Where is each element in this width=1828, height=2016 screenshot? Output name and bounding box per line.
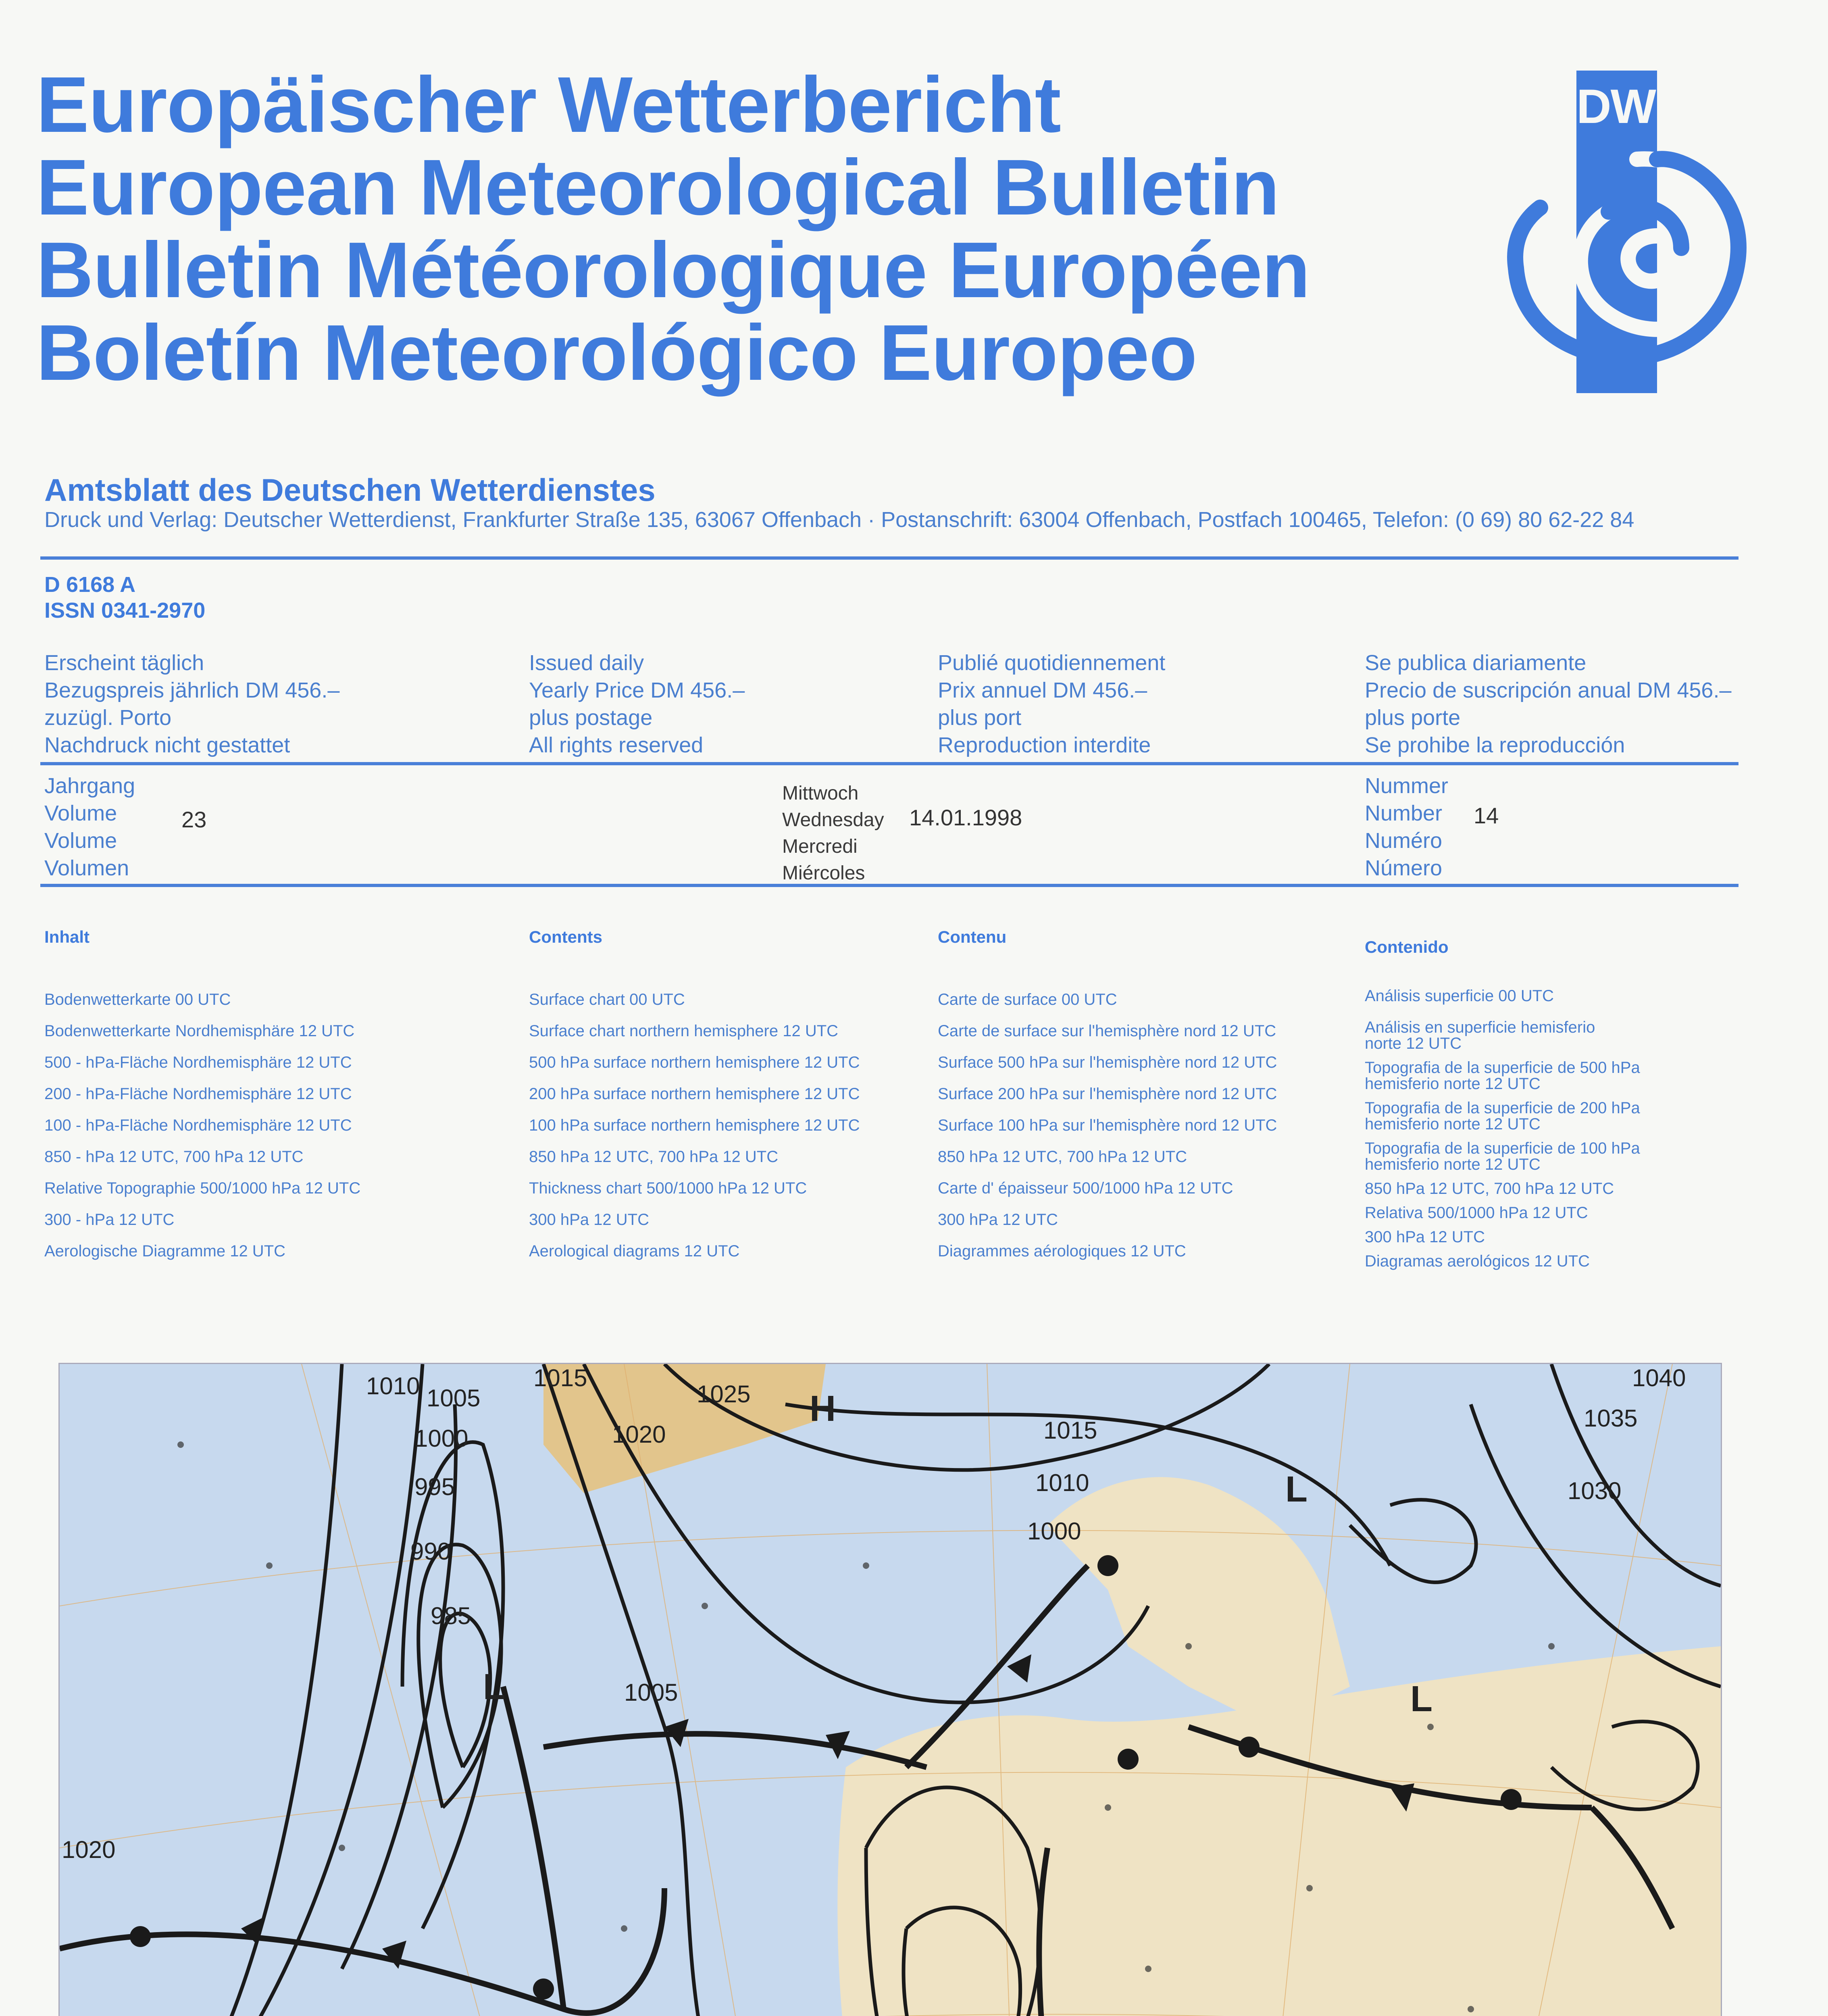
info-line: Reproduction interdite <box>938 733 1151 757</box>
number-label: Número <box>1365 856 1443 880</box>
isobar-label: 990 <box>410 1538 451 1565</box>
info-line: Bezugspreis jährlich DM 456.– <box>44 678 340 702</box>
volume-label: Volume <box>44 801 117 825</box>
contents-list-fr <box>938 984 1277 1267</box>
info-line: Nachdruck nicht gestattet <box>44 733 290 757</box>
contents-item: 500 hPa surface northern hemisphere 12 UTC <box>529 1054 860 1071</box>
title-en: European Meteorological Bulletin <box>36 143 1279 231</box>
isobar-label: 1015 <box>533 1364 587 1391</box>
number-labels <box>1365 772 1448 882</box>
info-column-de <box>44 649 339 759</box>
contents-item: Relativa 500/1000 hPa 12 UTC <box>1365 1204 1588 1222</box>
document-id <box>44 572 205 623</box>
contents-heading-de: Inhalt <box>44 927 90 946</box>
title-fr: Bulletin Météorologique Européen <box>36 226 1310 314</box>
title-de: Europäischer Wetterbericht <box>36 60 1061 149</box>
info-line: Se prohibe la reproducción <box>1365 733 1625 757</box>
publisher-address: Druck und Verlag: Deutscher Wetterdienst, Frankfurter Straße 135, 63067 Offenbach · Postanschrift: 63004 Offenbach, Postfach 100465, Telefon: (0 69) 80 62-22 84 <box>44 508 1634 532</box>
contents-item: Topografia de la superficie de 100 hPa <box>1365 1139 1640 1157</box>
contents-item: Diagrammes aérologiques 12 UTC <box>938 1242 1186 1260</box>
contents-item: hemisferio norte 12 UTC <box>1365 1156 1541 1173</box>
contents-item: Surface 200 hPa sur l'hemisphère nord 12 UTC <box>938 1085 1277 1103</box>
info-line: All rights reserved <box>529 733 704 757</box>
contents-item: norte 12 UTC <box>1365 1035 1462 1052</box>
info-line: Erscheint täglich <box>44 651 204 675</box>
contents-item: 300 - hPa 12 UTC <box>44 1211 175 1229</box>
info-line: Publié quotidiennement <box>938 651 1166 675</box>
isobar-label: 1000 <box>414 1425 468 1452</box>
spiral-icon <box>1447 67 1754 393</box>
title-es: Boletín Meteorológico Europeo <box>36 308 1197 397</box>
contents-item: Carte d' épaisseur 500/1000 hPa 12 UTC <box>938 1179 1233 1197</box>
isobar-label: 1000 <box>1027 1518 1081 1545</box>
number-label: Number <box>1365 801 1443 825</box>
isobar-label: 1030 <box>1568 1477 1622 1504</box>
contents-item: 500 - hPa-Fläche Nordhemisphäre 12 UTC <box>44 1054 352 1071</box>
surface-chart-map <box>58 1363 1722 2016</box>
low-pressure-center: L <box>483 1667 505 1707</box>
contents-item: 850 hPa 12 UTC, 700 hPa 12 UTC <box>529 1148 779 1166</box>
contents-item: 100 - hPa-Fläche Nordhemisphäre 12 UTC <box>44 1116 352 1134</box>
info-column-es <box>1365 649 1731 759</box>
contents-item: Topografia de la superficie de 500 hPa <box>1365 1059 1640 1077</box>
isobar-label: 1015 <box>1043 1417 1097 1444</box>
info-line: Precio de suscripción anual DM 456.– <box>1365 678 1732 702</box>
isobar-label: 1010 <box>366 1372 420 1400</box>
isobar-label: 995 <box>414 1473 455 1500</box>
contents-item: 300 hPa 12 UTC <box>1365 1228 1485 1246</box>
volume-label: Volume <box>44 829 117 853</box>
volume-label: Jahrgang <box>44 774 135 798</box>
contents-heading-en: Contents <box>529 927 602 946</box>
day-label: Mittwoch <box>782 783 859 804</box>
issue-date: 14.01.1998 <box>909 805 1022 830</box>
isobar-label: 1005 <box>427 1385 481 1412</box>
contents-list-en <box>529 984 860 1267</box>
contents-item: Relative Topographie 500/1000 hPa 12 UTC <box>44 1179 361 1197</box>
contents-item: Surface 500 hPa sur l'hemisphère nord 12 UTC <box>938 1054 1277 1071</box>
volume-labels <box>44 772 135 882</box>
divider <box>40 762 1738 765</box>
contents-item: 850 hPa 12 UTC, 700 hPa 12 UTC <box>1365 1180 1614 1198</box>
isobar-label: 1010 <box>1035 1469 1089 1496</box>
info-column-fr <box>938 649 1165 759</box>
contents-item: Análisis en superficie hemisferio <box>1365 1018 1595 1036</box>
contents-item: Análisis superficie 00 UTC <box>1365 987 1554 1005</box>
amtsblatt-heading: Amtsblatt des Deutschen Wetterdienstes <box>44 472 656 508</box>
issue-number: 14 <box>1474 803 1499 828</box>
divider <box>40 556 1738 560</box>
info-line: Issued daily <box>529 651 644 675</box>
contents-item: 200 - hPa-Fläche Nordhemisphäre 12 UTC <box>44 1085 352 1103</box>
info-line: plus port <box>938 706 1022 730</box>
contents-item: Surface chart 00 UTC <box>529 991 685 1008</box>
contents-item: Diagramas aerológicos 12 UTC <box>1365 1252 1590 1270</box>
contents-item: 300 hPa 12 UTC <box>529 1211 649 1229</box>
day-label: Mercredi <box>782 836 858 857</box>
info-line: zuzügl. Porto <box>44 706 172 730</box>
info-column-en <box>529 649 745 759</box>
high-pressure-center: H <box>810 1389 836 1429</box>
number-label: Nummer <box>1365 774 1449 798</box>
contents-item: Topografia de la superficie de 200 hPa <box>1365 1099 1640 1117</box>
contents-item: Bodenwetterkarte 00 UTC <box>44 991 231 1008</box>
dwd-logo <box>1447 67 1754 393</box>
contents-item: 100 hPa surface northern hemisphere 12 UTC <box>529 1116 860 1134</box>
contents-item: Aerological diagrams 12 UTC <box>529 1242 740 1260</box>
contents-item: 850 - hPa 12 UTC, 700 hPa 12 UTC <box>44 1148 304 1166</box>
number-label: Numéro <box>1365 829 1443 853</box>
info-line: plus porte <box>1365 706 1461 730</box>
contents-item: Carte de surface sur l'hemisphère nord 12 UTC <box>938 1022 1276 1040</box>
contents-item: hemisferio norte 12 UTC <box>1365 1115 1541 1133</box>
volume-label: Volumen <box>44 856 129 880</box>
volume-value: 23 <box>181 807 207 832</box>
divider <box>40 884 1738 887</box>
contents-item: 300 hPa 12 UTC <box>938 1211 1058 1229</box>
low-pressure-center: L <box>1410 1679 1432 1719</box>
contents-item: Aerologische Diagramme 12 UTC <box>44 1242 286 1260</box>
contents-item: Surface chart northern hemisphere 12 UTC <box>529 1022 839 1040</box>
contents-list-de <box>44 984 360 1267</box>
info-line: Prix annuel DM 456.– <box>938 678 1147 702</box>
isobar-label: 1005 <box>624 1679 678 1706</box>
low-pressure-center: L <box>1285 1469 1307 1510</box>
contents-item: 850 hPa 12 UTC, 700 hPa 12 UTC <box>938 1148 1187 1166</box>
logo-text: DWD <box>1576 79 1690 133</box>
contents-item: Carte de surface 00 UTC <box>938 991 1117 1008</box>
d-number: D 6168 A <box>44 573 136 597</box>
info-line: Se publica diariamente <box>1365 651 1586 675</box>
contents-heading-fr: Contenu <box>938 927 1007 946</box>
isobar-label: 1040 <box>1632 1364 1686 1391</box>
contents-heading-es: Contenido <box>1365 937 1449 956</box>
contents-list-es <box>1365 988 1640 1269</box>
map-drawing <box>60 1364 1721 2016</box>
isobar-label: 1025 <box>697 1381 751 1408</box>
contents-item: Surface 100 hPa sur l'hemisphère nord 12 UTC <box>938 1116 1277 1134</box>
issn: ISSN 0341-2970 <box>44 598 206 623</box>
isobar-label: 1020 <box>62 1836 116 1863</box>
isobar-label: 985 <box>431 1602 471 1629</box>
contents-item: 200 hPa surface northern hemisphere 12 UTC <box>529 1085 860 1103</box>
day-label: Miércoles <box>782 862 865 884</box>
day-label: Wednesday <box>782 809 884 831</box>
contents-item: hemisferio norte 12 UTC <box>1365 1075 1541 1093</box>
info-line: plus postage <box>529 706 653 730</box>
info-line: Yearly Price DM 456.– <box>529 678 745 702</box>
isobar-label: 1035 <box>1584 1405 1638 1432</box>
day-labels <box>782 780 884 887</box>
land-scandinavia <box>1047 1477 1350 1727</box>
contents-item: Thickness chart 500/1000 hPa 12 UTC <box>529 1179 807 1197</box>
contents-item: Bodenwetterkarte Nordhemisphäre 12 UTC <box>44 1022 355 1040</box>
isobar-label: 1020 <box>612 1421 666 1448</box>
